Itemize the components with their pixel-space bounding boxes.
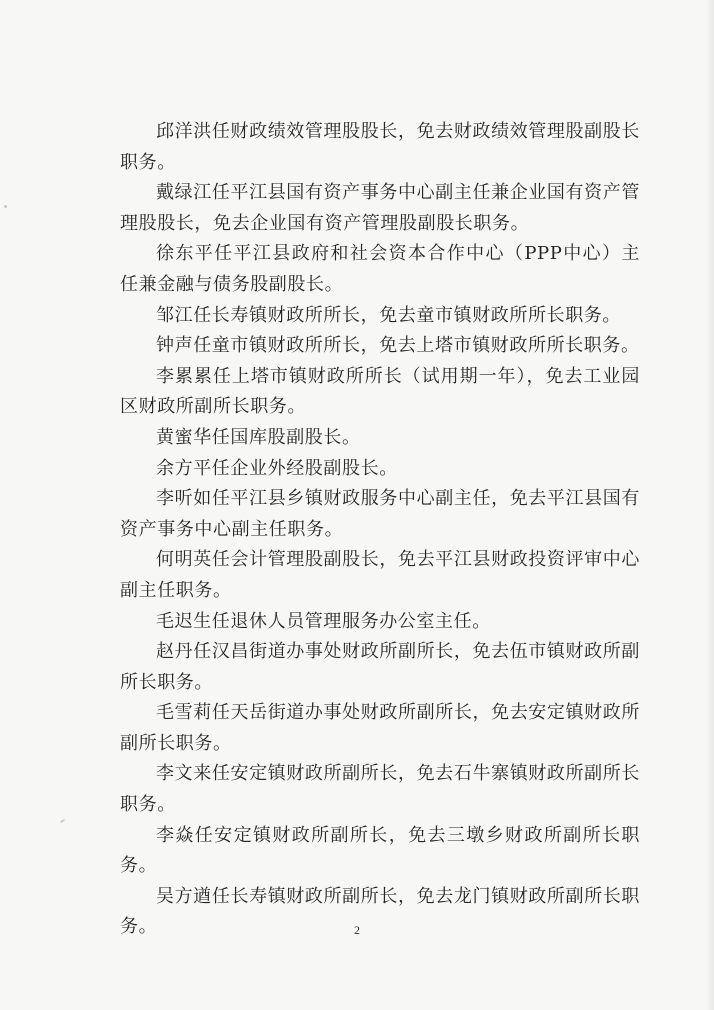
paragraph: 戴绿江任平江县国有资产事务中心副主任兼企业国有资产管理股股长，免去企业国有资产管理股副股长职务。 bbox=[120, 182, 640, 234]
paragraph: 李累累任上塔市镇财政所所长（试用期一年），免去工业园区财政所副所长职务。 bbox=[120, 365, 640, 418]
scan-speck bbox=[60, 819, 65, 823]
paragraph: 徐东平任平江县政府和社会资本合作中心（PPP中心）主任兼金融与债务股副股长。 bbox=[120, 243, 640, 295]
scan-edge-shadow bbox=[706, 0, 714, 1010]
scan-speck bbox=[4, 205, 7, 208]
paragraph: 毛雪莉任天岳街道办事处财政所副所长，免去安定镇财政所副所长职务。 bbox=[120, 702, 640, 754]
paragraph: 黄蜜华任国库股副股长。 bbox=[156, 426, 361, 448]
paragraph: 邱洋洪任财政绩效管理股股长，免去财政绩效管理股副股长职务。 bbox=[120, 121, 640, 173]
paragraph: 李文来任安定镇财政所副所长，免去石牛寨镇财政所副所长职务。 bbox=[120, 763, 640, 816]
paragraph: 邹江任长寿镇财政所所长，免去童市镇财政所所长职务。 bbox=[156, 304, 621, 326]
appointment-list bbox=[120, 117, 640, 943]
paragraph: 赵丹任汉昌街道办事处财政所副所长，免去伍市镇财政所副所长职务。 bbox=[120, 641, 640, 693]
paragraph: 毛迟生任退休人员管理服务办公室主任。 bbox=[156, 610, 491, 632]
paragraph: 钟声任童市镇财政所所长，免去上塔市镇财政所所长职务。 bbox=[156, 335, 640, 357]
paragraph: 何明英任会计管理股副股长，免去平江县财政投资评审中心副主任职务。 bbox=[120, 549, 640, 601]
paragraph: 余方平任企业外经股副股长。 bbox=[156, 457, 398, 479]
paragraph: 李听如任平江县乡镇财政服务中心副主任，免去平江县国有资产事务中心副主任职务。 bbox=[120, 488, 640, 540]
paragraph: 李焱任安定镇财政所副所长，免去三墩乡财政所副所长职务。 bbox=[120, 824, 640, 877]
paragraph: 吴方遒任长寿镇财政所副所长，免去龙门镇财政所副所长职务。 bbox=[120, 885, 640, 938]
page-number: 2 bbox=[354, 923, 360, 937]
